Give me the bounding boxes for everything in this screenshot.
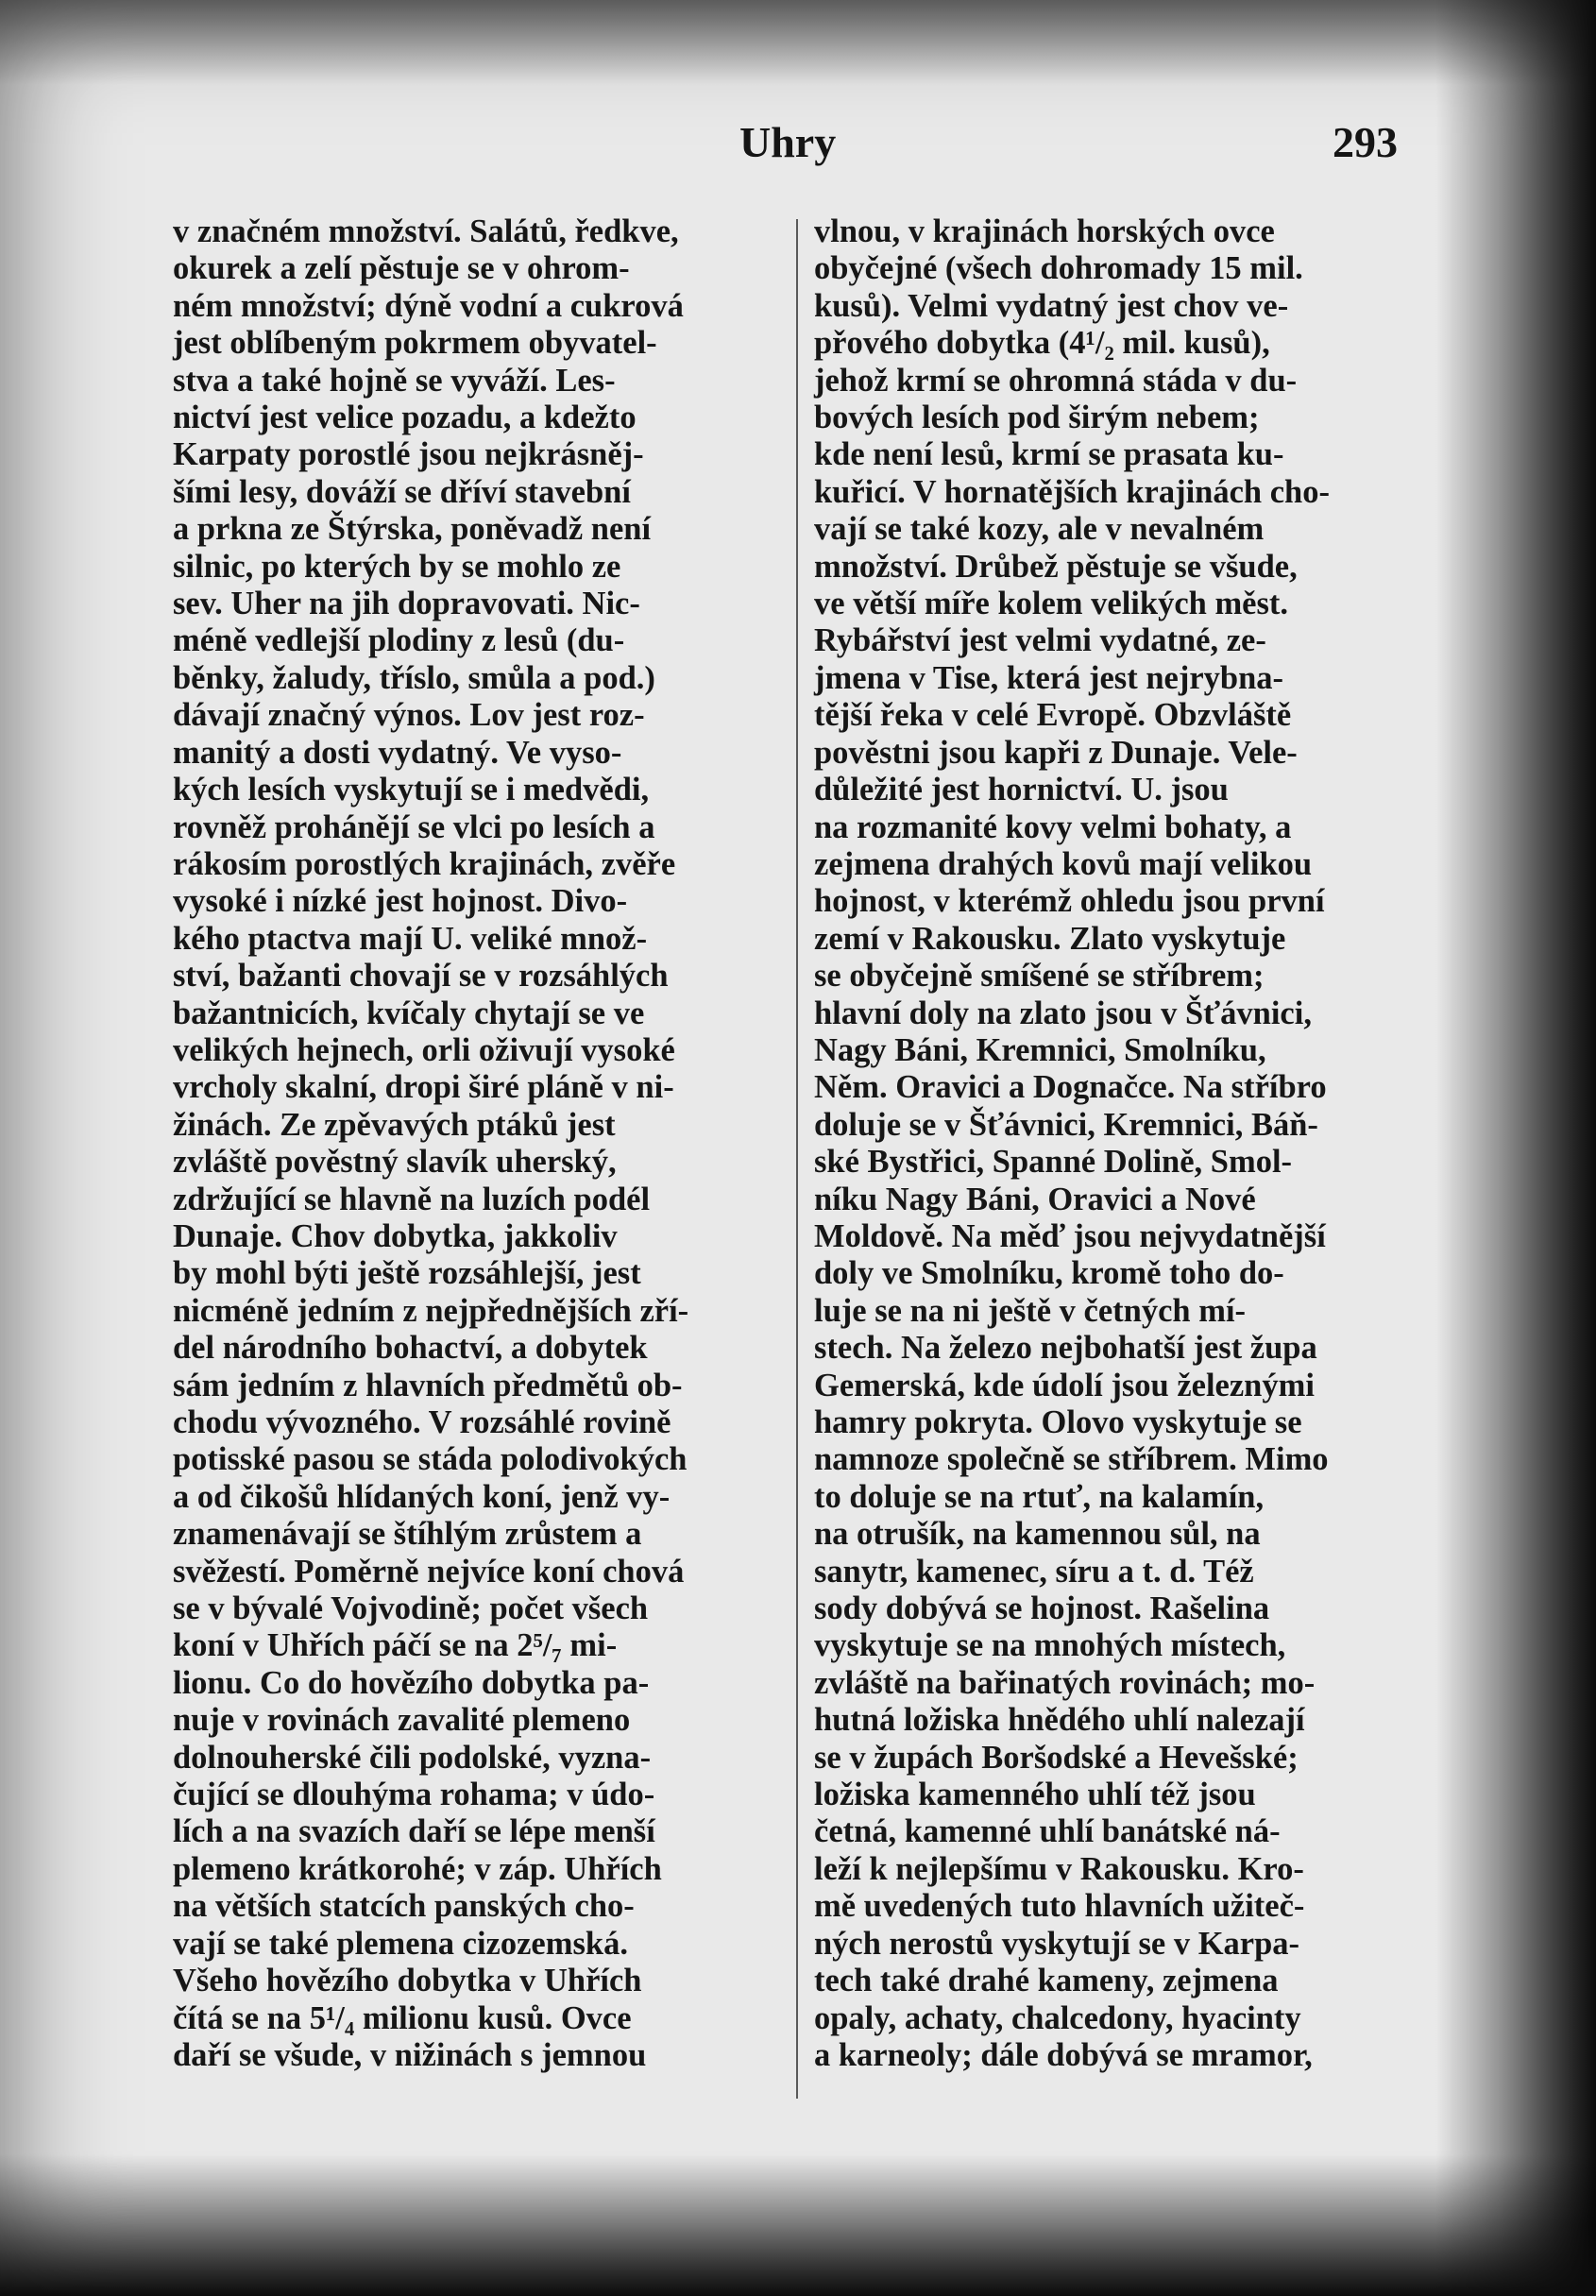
text-line: sanytr, kamenec, síru a t. d. Též [814, 1553, 1254, 1590]
text-line: na větších statcích panských cho- [173, 1888, 635, 1925]
text-line: ných nerostů vyskytují se v Karpa- [814, 1925, 1300, 1962]
text-line: silnic, po kterých by se mohlo ze [173, 548, 621, 585]
text-line: hamry pokryta. Olovo vyskytuje se [814, 1404, 1302, 1440]
text-line: kuřicí. V hornatějších krajinách cho- [814, 473, 1330, 510]
text-line: tech také drahé kameny, zejmena [814, 1963, 1279, 1999]
text-line: opaly, achaty, chalcedony, hyacinty [814, 1999, 1301, 2036]
text-line: sev. Uher na jih dopravovati. Nic- [173, 586, 640, 622]
text-line: zemí v Rakousku. Zlato vyskytuje [814, 920, 1286, 957]
left-text-column [173, 213, 787, 2074]
text-line: ve větší míře kolem velikých měst. [814, 586, 1289, 622]
text-line: Rybářství jest velmi vydatné, ze- [814, 622, 1266, 659]
text-line: Gemerská, kde údolí jsou železnými [814, 1367, 1315, 1403]
text-line: běnky, žaludy, tříslo, smůla a pod.) [173, 659, 655, 696]
text-line: jmena v Tise, která jest nejrybna- [814, 659, 1283, 696]
text-line: leží k nejlepšímu v Rakousku. Kro- [814, 1850, 1304, 1887]
text-line: čítá se na 5¹/₄ milionu kusů. Ovce [173, 1999, 632, 2036]
page-top-shadow [0, 0, 1596, 85]
text-line: nuje v rovinách zavalité plemeno [173, 1702, 631, 1739]
text-line: obyčejné (všech dohromady 15 mil. [814, 250, 1303, 287]
text-line: doly ve Smolníku, kromě toho do- [814, 1255, 1284, 1292]
text-line: zdržující se hlavně na luzích podél [173, 1181, 651, 1217]
text-line: nicméně jedním z nejpřednějších zří- [173, 1292, 689, 1329]
text-line: plemeno krátkorohé; v záp. Uhřích [173, 1850, 662, 1887]
text-line: šími lesy, dováží se dříví stavební [173, 473, 631, 510]
text-line: se v bývalé Vojvodině; počet všech [173, 1590, 649, 1627]
text-line: zvláště na bařinatých rovinách; mo- [814, 1664, 1316, 1701]
text-line: pověstni jsou kapři z Dunaje. Vele- [814, 734, 1298, 771]
text-line: sody dobývá se hojnost. Rašelina [814, 1590, 1270, 1627]
page-right-shadow [1435, 0, 1596, 2296]
text-line: jehož krmí se ohromná stáda v du- [814, 362, 1298, 399]
text-line: mě uvedených tuto hlavních užiteč- [814, 1888, 1305, 1925]
text-line: to doluje se na rtuť, na kalamín, [814, 1478, 1265, 1515]
text-line: nictví jest velice pozadu, a kdežto [173, 400, 637, 436]
text-line: vysoké i nízké jest hojnost. Divo- [173, 883, 628, 920]
text-line: bažantnicích, kvíčaly chytají se ve [173, 995, 645, 1031]
text-line: del národního bohactví, a dobytek [173, 1330, 648, 1367]
text-line: potisské pasou se stáda polodivokých [173, 1441, 688, 1478]
text-line: Všeho hovězího dobytka v Uhřích [173, 1963, 642, 1999]
page-bottom-shadow [0, 2154, 1596, 2296]
text-line: přového dobytka (4¹/₂ mil. kusů), [814, 325, 1270, 362]
text-line: stva a také hojně se vyváží. Les- [173, 362, 616, 399]
right-text-column [814, 213, 1428, 2074]
text-line: žinách. Ze zpěvavých ptáků jest [173, 1106, 616, 1143]
text-line: četná, kamenné uhlí banátské ná- [814, 1813, 1281, 1850]
text-line: svěžestí. Poměrně nejvíce koní chová [173, 1553, 685, 1590]
text-line: hojnost, v kterémž ohledu jsou první [814, 883, 1325, 920]
text-line: kusů). Velmi vydatný jest chov ve- [814, 287, 1289, 324]
text-line: namnoze společně se stříbrem. Mimo [814, 1441, 1329, 1478]
text-line: Nagy Báni, Kremnici, Smolníku, [814, 1031, 1266, 1068]
text-line: luje se na ni ještě v četných mí- [814, 1292, 1247, 1329]
text-line: tější řeka v celé Evropě. Obzvláště [814, 697, 1292, 734]
text-line: dolnouherské čili podolské, vyzna- [173, 1739, 652, 1776]
text-line: rovněž prohánějí se vlci po lesích a [173, 808, 655, 845]
text-line: ství, bažanti chovají se v rozsáhlých [173, 958, 669, 995]
text-line: koní v Uhřích páčí se na 2⁵/₇ mi- [173, 1627, 618, 1664]
text-line: a karneoly; dále dobývá se mramor, [814, 2036, 1313, 2073]
text-line: na rozmanité kovy velmi bohaty, a [814, 808, 1292, 845]
text-line: a prkna ze Štýrska, poněvadž není [173, 511, 652, 548]
page-number: 293 [1333, 118, 1398, 166]
text-line: by mohl býti ještě rozsáhlejší, jest [173, 1255, 641, 1292]
text-line: lích a na svazích daří se lépe menší [173, 1813, 655, 1850]
text-line: zvláště pověstný slavík uherský, [173, 1144, 617, 1181]
text-line: dávají značný výnos. Lov jest roz- [173, 697, 645, 734]
text-line: rákosím porostlých krajinách, zvěře [173, 845, 676, 882]
text-line: kého ptactva mají U. veliké množ- [173, 920, 648, 957]
text-line: na otrušík, na kamennou sůl, na [814, 1516, 1261, 1553]
text-line: čující se dlouhýma rohama; v údo- [173, 1777, 655, 1813]
text-line: velikých hejnech, orli oživují vysoké [173, 1031, 675, 1068]
column-divider [796, 219, 798, 2099]
text-line: stech. Na železo nejbohatší jest župa [814, 1330, 1317, 1367]
text-line: ném množství; dýně vodní a cukrová [173, 287, 684, 324]
text-line: hutná ložiska hnědého uhlí nalezají [814, 1702, 1305, 1739]
text-line: doluje se v Šťávnici, Kremnici, Báň- [814, 1106, 1318, 1143]
text-line: manitý a dosti vydatný. Ve vyso- [173, 734, 622, 771]
running-header-title: Uhry [739, 118, 837, 166]
text-line: znamenávají se štíhlým zrůstem a [173, 1516, 642, 1553]
text-line: ské Bystřici, Spanné Dolině, Smol- [814, 1144, 1293, 1181]
text-line: méně vedlejší plodiny z lesů (du- [173, 622, 625, 659]
text-line: jest oblíbeným pokrmem obyvatel- [173, 325, 657, 362]
text-line: bových lesích pod širým nebem; [814, 400, 1260, 436]
text-line: kých lesích vyskytují se i medvědi, [173, 772, 650, 808]
text-line: vají se také kozy, ale v nevalném [814, 511, 1265, 548]
text-line: kde není lesů, krmí se prasata ku- [814, 436, 1284, 473]
text-line: vyskytuje se na mnohých místech, [814, 1627, 1286, 1664]
text-line: a od čikošů hlídaných koní, jenž vy- [173, 1478, 671, 1515]
text-line: sám jedním z hlavních předmětů ob- [173, 1367, 683, 1403]
text-line: ložiska kamenného uhlí též jsou [814, 1777, 1256, 1813]
text-line: v značném množství. Salátů, ředkve, [173, 213, 679, 249]
text-line: se v župách Boršodské a Hevešské; [814, 1739, 1299, 1776]
text-line: důležité jest hornictví. U. jsou [814, 772, 1229, 808]
text-line: množství. Drůbež pěstuje se všude, [814, 548, 1298, 585]
text-line: hlavní doly na zlato jsou v Šťávnici, [814, 995, 1312, 1031]
text-line: níku Nagy Báni, Oravici a Nové [814, 1181, 1256, 1217]
text-line: lionu. Co do hovězího dobytka pa- [173, 1664, 650, 1701]
text-line: Dunaje. Chov dobytka, jakkoliv [173, 1217, 618, 1254]
text-line: zejmena drahých kovů mají velikou [814, 845, 1313, 882]
text-line: chodu vývozného. V rozsáhlé rovině [173, 1404, 671, 1440]
text-line: okurek a zelí pěstuje se v ohrom- [173, 250, 630, 287]
text-line: se obyčejně smíšené se stříbrem; [814, 958, 1265, 995]
text-line: Karpaty porostlé jsou nejkrásněj- [173, 436, 644, 473]
text-line: daří se všude, v nižinách s jemnou [173, 2036, 647, 2073]
text-line: vrcholy skalní, dropi širé pláně v ni- [173, 1069, 674, 1106]
text-line: vlnou, v krajinách horských ovce [814, 213, 1275, 249]
text-line: Něm. Oravici a Dognačce. Na stříbro [814, 1069, 1327, 1106]
text-line: vají se také plemena cizozemská. [173, 1925, 628, 1962]
text-line: Moldově. Na měď jsou nejvydatnější [814, 1217, 1326, 1254]
